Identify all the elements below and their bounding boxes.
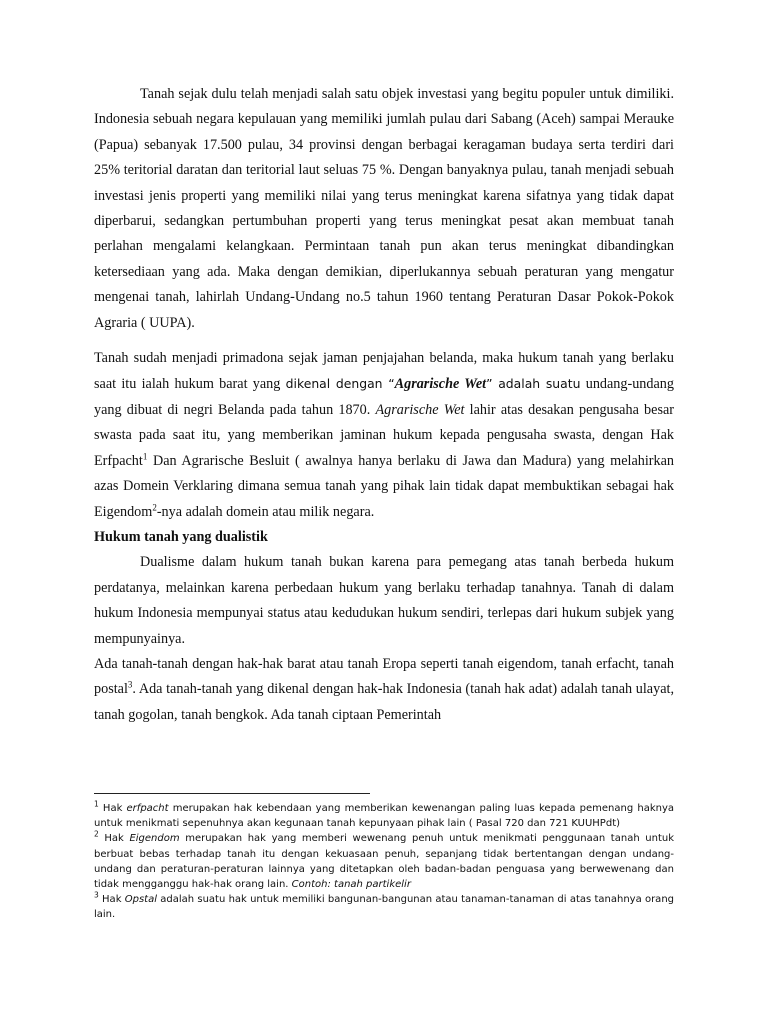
agrarische-wet-term-italic: Agrarische Wet xyxy=(375,401,465,418)
document-body xyxy=(94,82,674,728)
p2-text-d: ” adalah suatu xyxy=(486,376,581,392)
footnote-ref-3[interactable]: 3 xyxy=(127,679,133,690)
footnote-1-mark: 1 xyxy=(94,799,99,809)
p2-text-g: lahir atas desakan pengusaha besar swasta pada saat itu, yang memberikan jaminan hukum kepada pengusaha swasta, dengan Hak Erfpacht xyxy=(94,401,674,469)
p4-text-a: Ada tanah-tanah dengan hak-hak barat atau tanah Eropa seperti tanah eigendom, tanah erfacht, tanah postal xyxy=(94,655,674,698)
footnote-ref-2[interactable]: 2 xyxy=(152,501,157,512)
paragraph-dualisme: Dualisme dalam hukum tanah bukan karena para pemegang atas tanah berbeda hukum perdatanya, melainkan karena perbedaan hukum yang berlaku terhadap tanahnya. Tanah di dalam hukum Indonesia mempunyai status atau kedudukan hukum sendiri, terlepas dari hukum subjek yang mempunyainya. xyxy=(94,554,674,647)
footnotes xyxy=(94,801,674,923)
section-heading: Hukum tanah yang dualistik xyxy=(94,528,268,545)
footnote-1-term: erfpacht xyxy=(126,803,169,814)
footnote-2-prefix: Hak xyxy=(98,833,130,845)
footnote-2-text: merupakan hak yang memberi wewenang penuh untuk menikmati penggunaan tanah untuk berbuat bebas terhadap tanah itu dengan kekuasaan penuh, sepanjang tidak bertentangan dengan undang-undang dan peraturan-peraturan lainnya yang ditetapkan oleh badan-badan penguasa yang berwewenang dan tidak mengganggu hak-hak orang lain. xyxy=(94,833,674,891)
footnote-3-text: adalah suatu hak untuk memiliki bangunan-bangunan atau tanaman-tanaman di atas tanahnya orang lain. xyxy=(94,894,675,921)
footnote-separator xyxy=(94,793,370,794)
footnote-2-mark: 2 xyxy=(94,830,99,840)
footnote-1-text: merupakan hak kebendaan yang memberikan kewenangan paling luas kepada pemenang haknya untuk menikmati sepenuhnya akan kegunaan tanah kepunyaan pihak lain ( Pasal 720 dan 721 KUUHPdt) xyxy=(94,803,675,830)
paragraph-agrarische-wet xyxy=(94,346,674,525)
p2-text-b: dikenal dengan “ xyxy=(285,376,395,392)
paragraph-tanah-barat xyxy=(94,652,674,728)
paragraph-intro: Tanah sejak dulu telah menjadi salah satu objek investasi yang begitu populer untuk dimiliki. Indonesia sebuah negara kepulauan yang memiliki jumlah pulau dari Sabang (Aceh) sampai Merauke (Papua) sebanyak 17.500 pulau, 34 provinsi dengan berbagai keragaman budaya serta terdiri dari 25% teritorial daratan dan teritorial laut seluas 75 %. Dengan banyaknya pulau, tanah menjadi sebuah investasi jenis properti yang memiliki nilai yang terus meningkat karena sifatnya yang tidak dapat diperbarui, sedangkan pertumbuhan properti yang terus meningkat pesat akan membuat tanah perlahan mengalami kelangkaan. Permintaan tanah pun akan terus meningkat dibandingkan ketersediaan yang ada. Maka dengan demikian, diperlukannya sebuah peraturan yang mengatur mengenai tanah, lahirlah Undang-Undang no.5 tahun 1960 tentang Peraturan Dasar Pokok-Pokok Agraria ( UUPA). xyxy=(94,86,674,331)
footnote-2-example: Contoh: tanah partikelir xyxy=(291,879,411,891)
p2-text-e: undang-undang yang dibuat di negri Belanda pada tahun 1870. xyxy=(94,376,674,418)
footnote-3 xyxy=(94,892,674,922)
footnote-1 xyxy=(94,801,674,831)
footnote-1-prefix: Hak xyxy=(98,803,127,814)
footnote-3-prefix: Hak xyxy=(98,894,125,906)
footnote-2 xyxy=(94,831,674,892)
p2-text-i: -nya adalah domein atau milik negara. xyxy=(156,503,375,520)
footnote-3-mark: 3 xyxy=(94,890,99,900)
agrarische-wet-term-bold: Agrarische Wet xyxy=(394,376,487,393)
p2-text-h: Dan Agrarische Besluit ( awalnya hanya berlaku di Jawa dan Madura) yang melahirkan azas Domein Verklaring dimana semua tanah yang pihak lain tidak dapat membuktikan sebagai hak Eigendom xyxy=(94,452,674,520)
p4-text-b: . Ada tanah-tanah yang dikenal dengan hak-hak Indonesia (tanah hak adat) adalah tanah ulayat, tanah gogolan, tanah bengkok. Ada tanah ciptaan Pemerintah xyxy=(94,681,674,723)
footnote-3-term: Opstal xyxy=(124,894,158,906)
footnote-2-term: Eigendom xyxy=(129,833,180,845)
p2-text-a: Tanah sudah menjadi primadona sejak jaman penjajahan belanda, maka hukum tanah yang berlaku saat itu ialah hukum barat yang xyxy=(94,350,674,393)
footnote-ref-1[interactable]: 1 xyxy=(142,450,148,461)
